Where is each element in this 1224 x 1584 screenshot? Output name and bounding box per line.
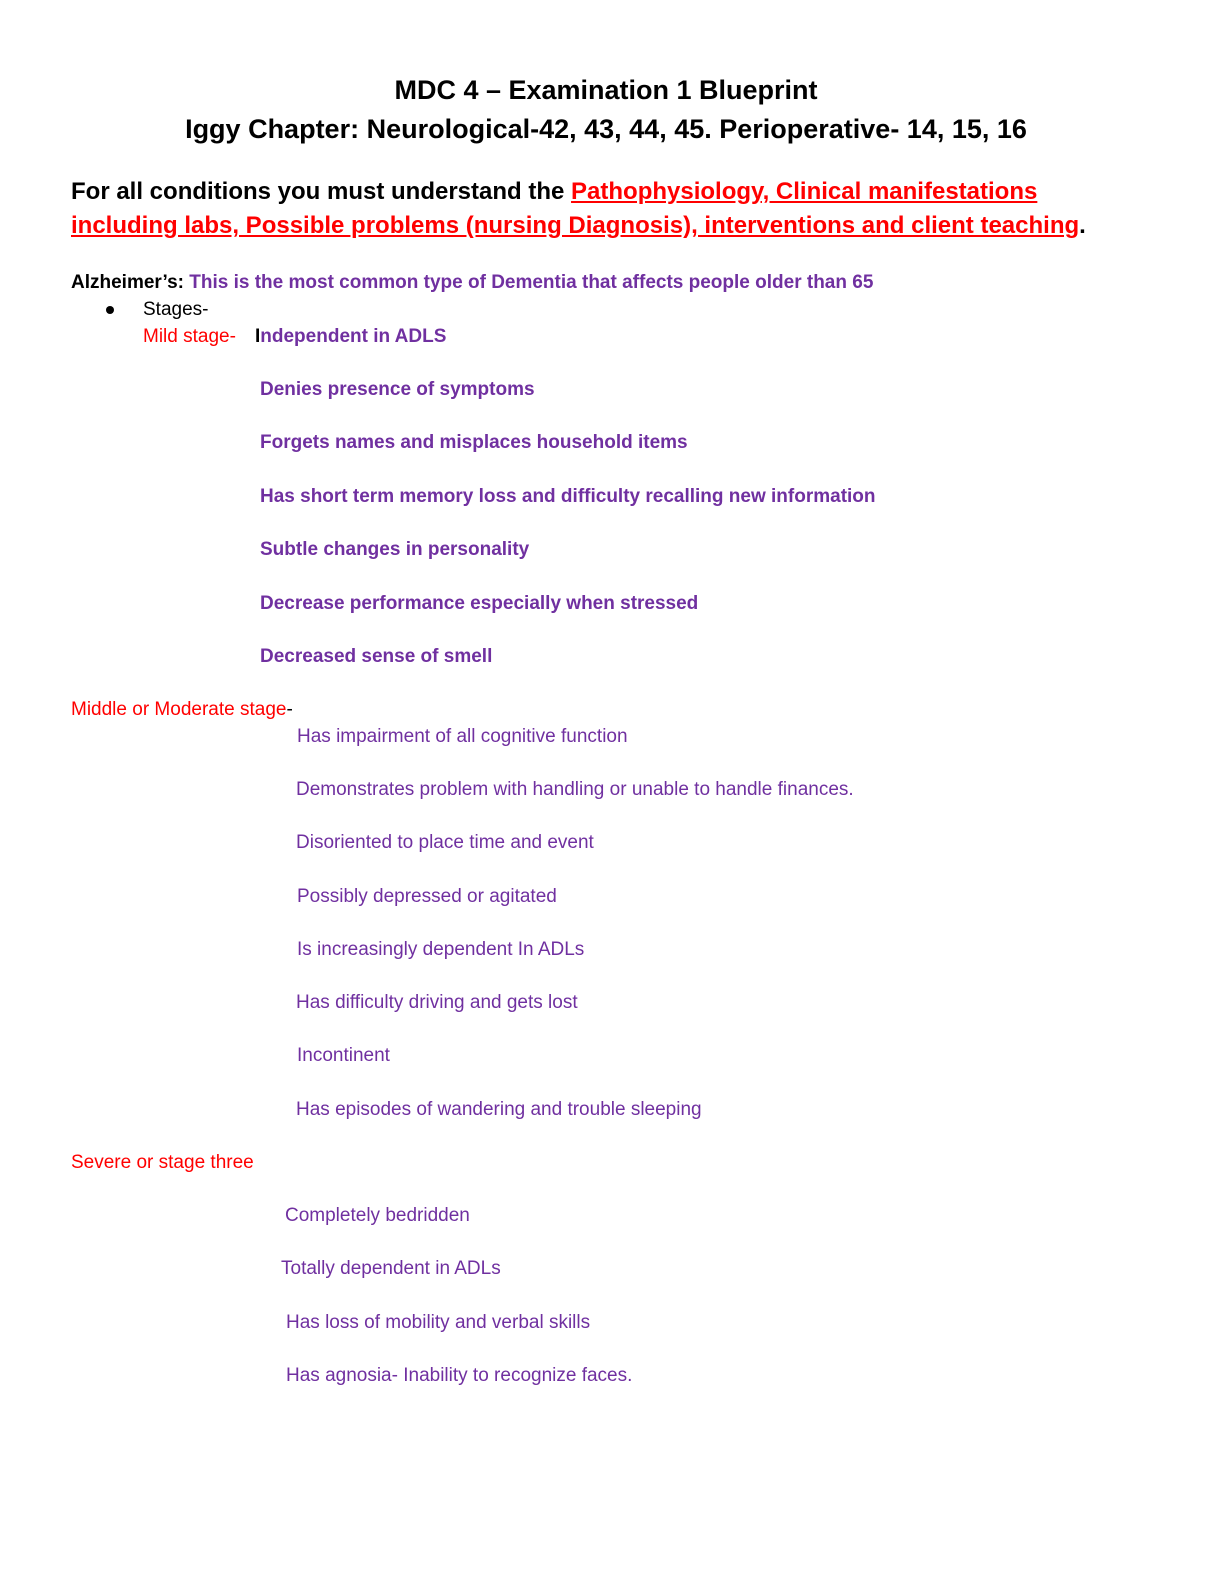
- intro-emphasis-1: Pathophysiology, Clinical manifestations: [571, 178, 1038, 205]
- moderate-stage-label: Middle or Moderate stage: [71, 699, 287, 720]
- intro-emphasis-2: including labs, Possible problems (nursing Diagnosis), interventions and client teaching: [71, 212, 1080, 239]
- mild-item: Decrease performance especially when stressed: [260, 593, 699, 614]
- stages-label: Stages-: [143, 299, 209, 320]
- mild-item: Forgets names and misplaces household items: [260, 432, 688, 453]
- moderate-item: Is increasingly dependent In ADLs: [297, 939, 585, 960]
- intro-prefix: For all conditions you must understand the: [71, 178, 572, 205]
- mild-stage-row: [143, 326, 236, 348]
- mild-item: Decreased sense of smell: [260, 646, 493, 667]
- moderate-item: Incontinent: [297, 1045, 390, 1066]
- moderate-stage-heading: Middle or Moderate stage-: [71, 699, 293, 720]
- moderate-item: Disoriented to place time and event: [296, 832, 594, 853]
- intro-line-1: [71, 178, 1037, 206]
- mild-item: Subtle changes in personality: [260, 539, 530, 560]
- intro-line-2: [71, 212, 1086, 240]
- severe-stage-label: Severe or stage three: [71, 1152, 254, 1173]
- severe-item: Has agnosia- Inability to recognize faces.: [286, 1365, 633, 1386]
- page-title: MDC 4 – Examination 1 Blueprint: [394, 75, 818, 105]
- mild-item: Denies presence of symptoms: [260, 379, 535, 400]
- moderate-item: Has impairment of all cognitive function: [297, 726, 628, 747]
- moderate-item: Has episodes of wandering and trouble sleeping: [296, 1099, 702, 1120]
- mild-item: Has short term memory loss and difficulty recalling new information: [260, 486, 876, 507]
- intro-suffix: .: [1079, 212, 1086, 239]
- severe-item: Has loss of mobility and verbal skills: [286, 1312, 591, 1333]
- severe-item: Completely bedridden: [285, 1205, 470, 1226]
- alzheimers-description: This is the most common type of Dementia that affects people older than 65: [189, 272, 874, 293]
- severe-item: Totally dependent in ADLs: [281, 1258, 501, 1279]
- moderate-item: Demonstrates problem with handling or unable to handle finances.: [296, 779, 854, 800]
- mild-stage-first-item: Independent in ADLS: [255, 326, 447, 347]
- page-subtitle: Iggy Chapter: Neurological-42, 43, 44, 45. Perioperative- 14, 15, 16: [185, 114, 1027, 144]
- bullet-icon: [106, 306, 114, 314]
- alzheimers-heading: [71, 272, 873, 294]
- moderate-item: Possibly depressed or agitated: [297, 886, 557, 907]
- moderate-item: Has difficulty driving and gets lost: [296, 992, 578, 1013]
- alzheimers-label: Alzheimer’s:: [71, 272, 190, 293]
- mild-stage-label: Mild stage-: [143, 326, 236, 347]
